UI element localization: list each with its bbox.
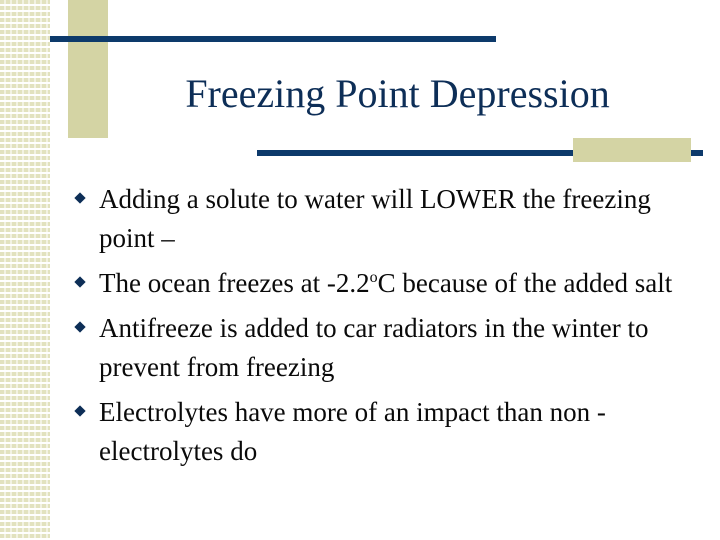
bullet-text-part: C because of the added salt bbox=[377, 268, 673, 298]
diamond-bullet-icon bbox=[74, 405, 85, 416]
bullet-item bbox=[74, 309, 694, 387]
diamond-bullet-icon bbox=[74, 276, 85, 287]
bullet-item bbox=[74, 393, 694, 471]
bullet-list bbox=[74, 180, 694, 477]
decorative-block-bottom bbox=[573, 138, 691, 162]
bullet-text: Antifreeze is added to car radiators in the winter to prevent from freezing bbox=[99, 313, 649, 382]
bullet-item bbox=[74, 180, 694, 258]
title-rule-top bbox=[50, 36, 496, 42]
diamond-bullet-icon bbox=[74, 192, 85, 203]
slide-title: Freezing Point Depression bbox=[185, 71, 610, 116]
decorative-block-top bbox=[68, 0, 108, 138]
bullet-text-part: The ocean freezes at -2.2 bbox=[99, 268, 370, 298]
bullet-item bbox=[74, 264, 694, 303]
bullet-text: Electrolytes have more of an impact than non -electrolytes do bbox=[99, 397, 606, 466]
degree-superscript: o bbox=[369, 269, 378, 286]
diamond-bullet-icon bbox=[74, 321, 85, 332]
bullet-text: Adding a solute to water will LOWER the freezing point – bbox=[99, 184, 651, 253]
